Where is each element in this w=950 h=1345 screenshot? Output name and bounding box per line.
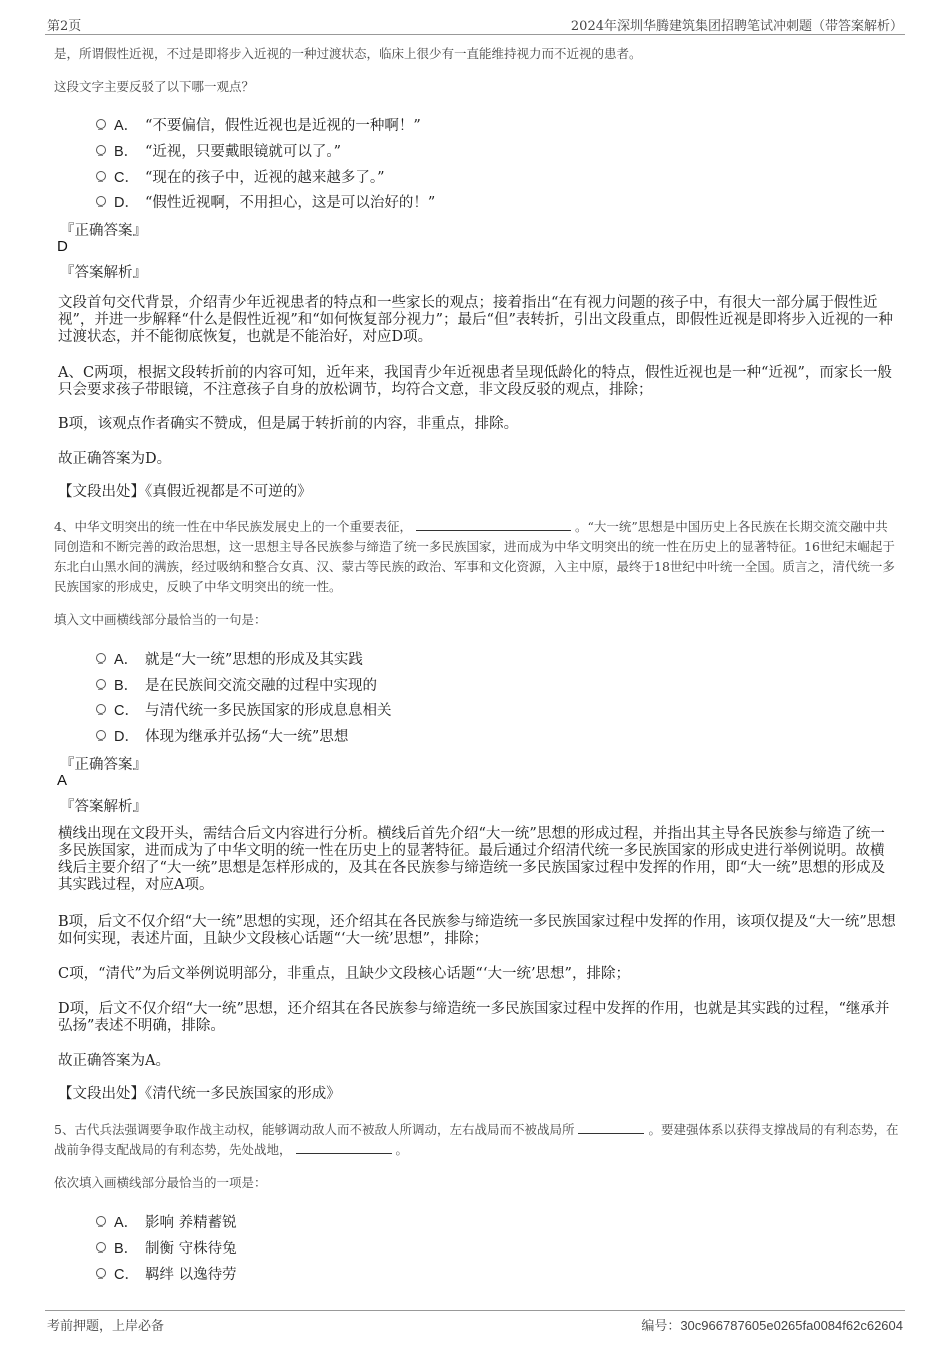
footer-slogan: 考前押题，上岸必备	[47, 1319, 165, 1334]
page-header	[45, 14, 905, 35]
q5-fill-blank-2[interactable]	[296, 1140, 392, 1154]
q4-analysis-label: 『答案解析』	[60, 799, 147, 815]
q4-answer: A	[57, 772, 68, 789]
q3-passage-tail: 是，所谓假性近视，不过是即将步入近视的一种过渡状态，临床上很少有一直能维持视力而不近视的患者。	[54, 46, 642, 61]
q4-analysis-1: 横线出现在文段开头，需结合后文内容进行分析。横线后首先介绍“大一统”思想的形成过程，并指出其主导各民族参与缔造了统一多民族国家，进而成为了中华文明的统一性在历史上的显著特征。最后通过介绍清代统一多民族国家的形成史进行举例说明。故横线后主要介绍了“大一统”思想是怎样形成的，及其在各民族参与缔造统一多民族国家过程中发挥的作用，即“大一统”思想的形成及其实践过程，对应A项。	[58, 826, 886, 893]
radio-icon[interactable]	[96, 145, 106, 155]
q4-analysis-2: B项，后文不仅介绍“大一统”思想的实现，还介绍其在各民族参与缔造统一多民族国家过程中发挥的作用，该项仅提及“大一统”思想如何实现，表述片面，且缺少文段核心话题“‘大一统’思想”，排除；	[58, 914, 896, 947]
q3-prompt: 这段文字主要反驳了以下哪一观点？	[54, 79, 255, 94]
q3-analysis-3: B项，该观点作者确实不赞成，但是属于转折前的内容，非重点，排除。	[58, 416, 519, 432]
radio-icon[interactable]	[96, 653, 106, 663]
radio-icon[interactable]	[96, 704, 106, 714]
q5-fill-blank-1[interactable]	[578, 1120, 644, 1134]
radio-icon[interactable]	[96, 196, 106, 206]
q3-analysis-4: 故正确答案为D。	[58, 451, 172, 467]
radio-icon[interactable]	[96, 1242, 106, 1252]
radio-icon[interactable]	[96, 1268, 106, 1278]
document-title: 2024年深圳华腾建筑集团招聘笔试冲刺题（带答案解析）	[570, 19, 903, 34]
q3-analysis-label: 『答案解析』	[60, 265, 147, 281]
q4-prompt: 填入文中画横线部分最恰当的一句是：	[54, 612, 267, 627]
page-number: 第2页	[47, 19, 82, 34]
q4-fill-blank[interactable]	[416, 517, 571, 531]
q4-answer-label: 『正确答案』	[60, 757, 147, 773]
radio-icon[interactable]	[96, 119, 106, 129]
radio-icon[interactable]	[96, 679, 106, 689]
radio-icon[interactable]	[96, 730, 106, 740]
q4-analysis-4: D项，后文不仅介绍“大一统”思想，还介绍其在各民族参与缔造统一多民族国家过程中发挥的作用，也就是其实践的过程，“继承并弘扬”表述不明确，排除。	[58, 1001, 890, 1034]
q4-stem: 4、中华文明突出的统一性在中华民族发展史上的一个重要表征， 。“大一统”思想是中国历史上各民族在长期交流交融中共同创造和不断完善的政治思想，这一思想主导各民族参与缔造了统一多民族国家，进而成为中华文明突出的统一性在历史上的显著特征。16世纪末崛起于东北白山黑水间的满族，经过吸纳和整合女真、汉、蒙古等民族的政治、军事和文化资源，入主中原，最终于18世纪中叶统一全国。质言之，清代统一多民族国家的形成史，反映了中华文明突出的统一性。	[54, 519, 895, 594]
q4-source: 【文段出处】《清代统一多民族国家的形成》	[58, 1086, 341, 1102]
q3-answer-label: 『正确答案』	[60, 223, 147, 239]
q5-prompt: 依次填入画横线部分最恰当的一项是：	[54, 1175, 267, 1190]
radio-icon[interactable]	[96, 171, 106, 181]
q3-source: 【文段出处】《真假近视都是不可逆的》	[58, 484, 312, 500]
q5-stem: 5、古代兵法强调要争取作战主动权，能够调动敌人而不被敌人所调动，左右战局而不被战局所 。要建强体系以获得支撑战局的有利态势，在战前争得支配战局的有利态势，先处战地， 。	[54, 1122, 899, 1157]
q4-analysis-3: C项，“清代”为后文举例说明部分，非重点，且缺少文段核心话题“‘大一统’思想”，排除；	[58, 966, 630, 982]
document-code: 编号：30c966787605e0265fa0084f62c62604	[641, 1318, 903, 1334]
q4-analysis-5: 故正确答案为A。	[58, 1053, 170, 1069]
page-footer	[45, 1310, 905, 1333]
radio-icon[interactable]	[96, 1216, 106, 1226]
q3-answer: D	[57, 238, 68, 255]
q3-analysis-1: 文段首句交代背景，介绍青少年近视患者的特点和一些家长的观点；接着指出“在有视力问题的孩子中，有很大一部分属于假性近视”，并进一步解释“什么是假性近视”和“如何恢复部分视力”；最后“但”表转折，引出文段重点，即假性近视是即将步入近视的一种过渡状态，并不能彻底恢复，也就是不能治好，对应D项。	[58, 295, 893, 345]
q3-analysis-2: A、C两项，根据文段转折前的内容可知，近年来，我国青少年近视患者呈现低龄化的特点，假性近视也是一种“近视”，而家长一般只会要求孩子带眼镜，不注意孩子自身的放松调节，均符合文意，非文段反驳的观点，排除；	[58, 365, 892, 398]
